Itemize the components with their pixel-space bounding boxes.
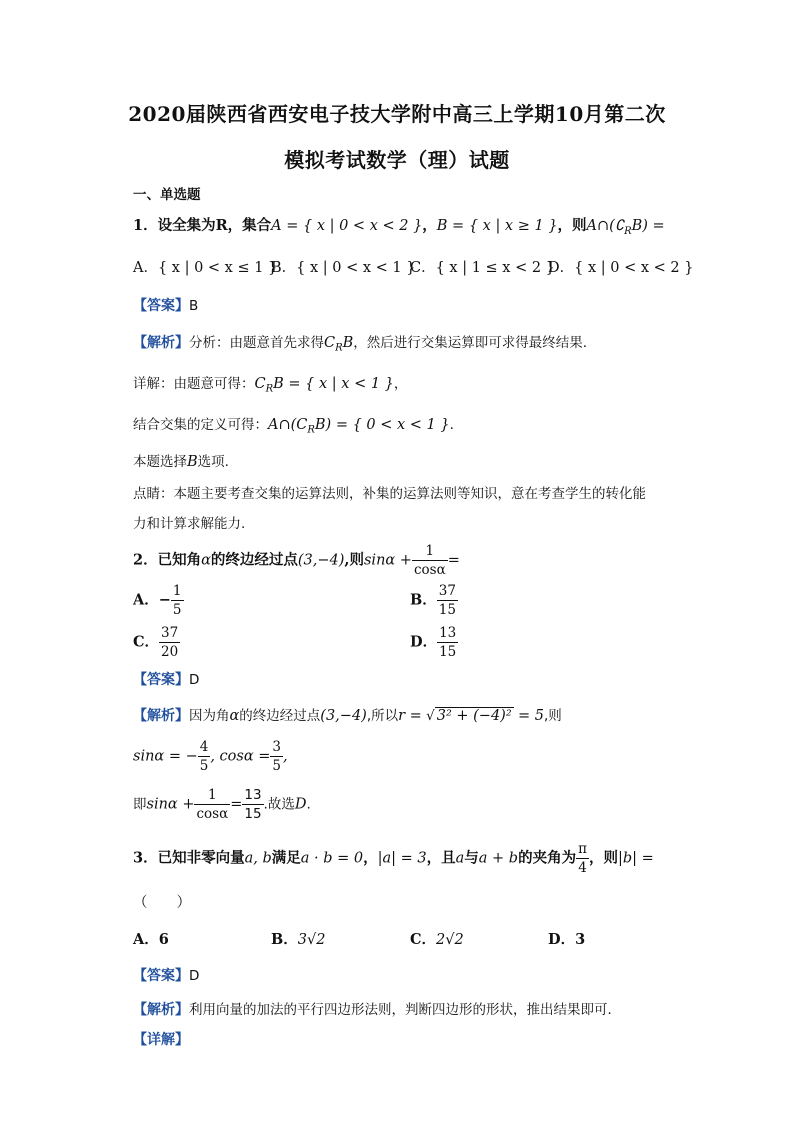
question-2-option-a: A．− $\frac{1}{5}$ — [133, 583, 182, 618]
question-1-select: 本题选择B选项. — [133, 454, 229, 470]
question-3-stem: 3．已知非零向量a, b满足a · b = 0，|a| = 3，且a与a + b的夹角为 $\frac{\pi}{4}$ ，则|b| = — [133, 841, 654, 876]
question-3-option-a: A．6 — [133, 931, 169, 948]
question-1-detail-2: 结合交集的定义可得：$A\cap(C_RB)$ = { 0 < x < 1 }. — [133, 417, 454, 436]
question-1-option-b: B．{ x | 0 < x < 1 } — [271, 260, 416, 276]
title-line-1: 2020届陕西省西安电子技大学附中高三上学期10月第二次 — [128, 102, 666, 126]
question-3-answer: 【答案】D — [133, 968, 200, 984]
question-3-option-b: B．3√2 — [271, 931, 326, 948]
section-heading: 一、单选题 — [133, 187, 201, 203]
question-3-option-c: C．2√2 — [410, 931, 464, 948]
question-2-option-b: B． $\frac{37}{15}$ — [410, 583, 456, 618]
question-2-option-c: C． $\frac{37}{20}$ — [133, 625, 179, 660]
question-1-option-c: C．{ x | 1 ≤ x < 2 } — [410, 260, 555, 276]
question-2-fraction: $\frac{1}{\cos\alpha}$ — [413, 543, 446, 578]
question-2-sin-cos: sinα = − $\frac{4}{5}$ , cosα = $\frac{3}{5}$ , — [133, 739, 288, 774]
question-1-comment-line-2: 力和计算求解能力. — [133, 516, 246, 532]
question-2-option-d: D． $\frac{13}{15}$ — [410, 625, 457, 660]
question-2-stem: 2．已知角α的终边经过点(3,−4),则sinα + $\frac{1}{\cos\alpha}$ = — [133, 543, 460, 578]
question-3-paren: （ ） — [133, 895, 191, 911]
question-1-option-a: A．{ x | 0 < x ≤ 1 } — [133, 260, 278, 276]
question-2-conclusion: 即sinα + $\frac{1}{\cos\alpha}$ = $\frac{13}{15}$ .故选D. — [133, 787, 311, 822]
question-1-option-d: D．{ x | 0 < x < 2 } — [548, 260, 694, 276]
title-line-2: 模拟考试数学（理）试题 — [284, 148, 510, 172]
question-1-answer: 【答案】B — [133, 298, 199, 314]
question-1-comment-line-1: 点睛：本题主要考查交集的运算法则，补集的运算法则等知识，意在考查学生的转化能 — [133, 486, 646, 502]
question-1-analysis: 【解析】分析：由题意首先求得$C_RB$，然后进行交集运算即可求得最终结果. — [133, 335, 588, 354]
question-3-detail-heading: 【详解】 — [133, 1032, 189, 1048]
question-3-option-d: D．3 — [548, 931, 586, 948]
question-2-analysis: 【解析】因为角α的终边经过点(3,−4),所以r = √ 3² + (−4)² = 5,则 — [133, 708, 562, 724]
question-1-detail-1: 详解：由题意可得：$C_RB$ = { x | x < 1 }， — [133, 376, 408, 395]
question-3-analysis: 【解析】利用向量的加法的平行四边形法则，判断四边形的形状，推出结果即可． — [133, 1002, 621, 1018]
question-1-stem: 1．设全集为R，集合A = { x | 0 < x < 2 }，B = { x | x ≥ 1 }，则$A\cap(∁_RB)$ = — [133, 217, 665, 237]
question-2-answer: 【答案】D — [133, 672, 200, 688]
